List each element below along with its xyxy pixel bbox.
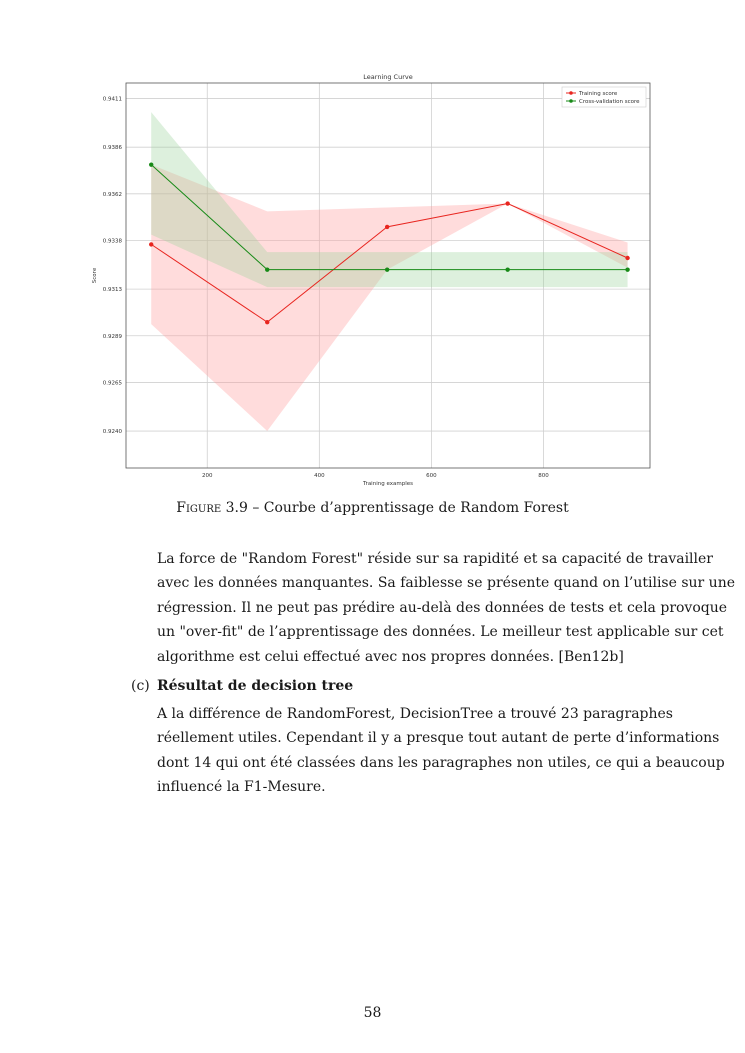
x-tick-label: 800	[538, 473, 549, 479]
paragraph-line: réellement utiles. Cependant il y a presque tout autant de perte d’informations	[157, 730, 720, 747]
paragraph-line: régression. Il ne peut pas prédire au-delà des données de tests et cela provoque	[157, 599, 728, 616]
y-tick-label: 0.9338	[102, 238, 122, 245]
x-tick-label: 200	[202, 473, 213, 479]
legend-marker	[569, 91, 573, 95]
data-point	[625, 267, 629, 271]
learning-curve-figure	[86, 68, 660, 492]
paragraph-line: avec les données manquantes. Sa faiblesse se présente quand on l’utilise sur une	[157, 575, 735, 592]
paragraph-line: La force de "Random Forest" réside sur sa rapidité et sa capacité de travailler	[157, 551, 713, 567]
y-tick-label: 0.9386	[102, 145, 122, 152]
y-tick-label: 0.9411	[102, 96, 122, 103]
learning-curve-chart	[86, 68, 660, 492]
figure-caption-text: – Courbe d’apprentissage de Random Forest	[247, 500, 569, 516]
page-number: 58	[363, 1005, 382, 1021]
legend-label: Cross-validation score	[579, 99, 640, 105]
paragraph-line: algorithme est celui effectué avec nos propres données. [Ben12b]	[157, 648, 624, 665]
paragraph-random-forest	[157, 547, 735, 669]
y-tick-label: 0.9362	[102, 191, 122, 198]
y-axis-label: Score	[92, 267, 98, 284]
legend-label: Training score	[579, 91, 618, 97]
y-tick-label: 0.9240	[102, 429, 122, 436]
data-point	[505, 267, 509, 271]
data-point	[265, 267, 269, 271]
y-tick-label: 0.9289	[102, 333, 122, 340]
paragraph-line: dont 14 qui ont été classées dans les paragraphes non utiles, ce qui a beaucoup	[157, 754, 725, 771]
figure-caption-label: Figure 3.9	[176, 500, 248, 516]
legend-marker	[569, 99, 573, 103]
y-tick-label: 0.9265	[102, 380, 122, 387]
figure-caption	[0, 500, 745, 516]
data-point	[505, 201, 509, 205]
paragraph-decision-tree	[157, 702, 725, 800]
list-item-label: (c)	[131, 678, 150, 694]
paragraph-line: un "over-fit" de l’apprentissage des données. Le meilleur test applicable sur cet	[157, 624, 724, 641]
x-tick-label: 400	[314, 473, 325, 479]
data-point	[265, 320, 269, 324]
section-heading: Résultat de decision tree	[157, 678, 354, 694]
data-point	[625, 256, 629, 260]
paragraph-line: influencé la F1-Mesure.	[157, 779, 326, 796]
x-tick-label: 600	[426, 473, 437, 479]
data-point	[385, 267, 389, 271]
y-tick-label: 0.9313	[102, 287, 122, 294]
chart-title: Learning Curve	[363, 73, 413, 81]
data-point	[385, 225, 389, 229]
x-axis-label: Training examples	[363, 481, 413, 487]
paragraph-line: A la différence de RandomForest, DecisionTree a trouvé 23 paragraphes	[157, 706, 673, 722]
data-point	[149, 242, 153, 246]
data-point	[149, 162, 153, 166]
